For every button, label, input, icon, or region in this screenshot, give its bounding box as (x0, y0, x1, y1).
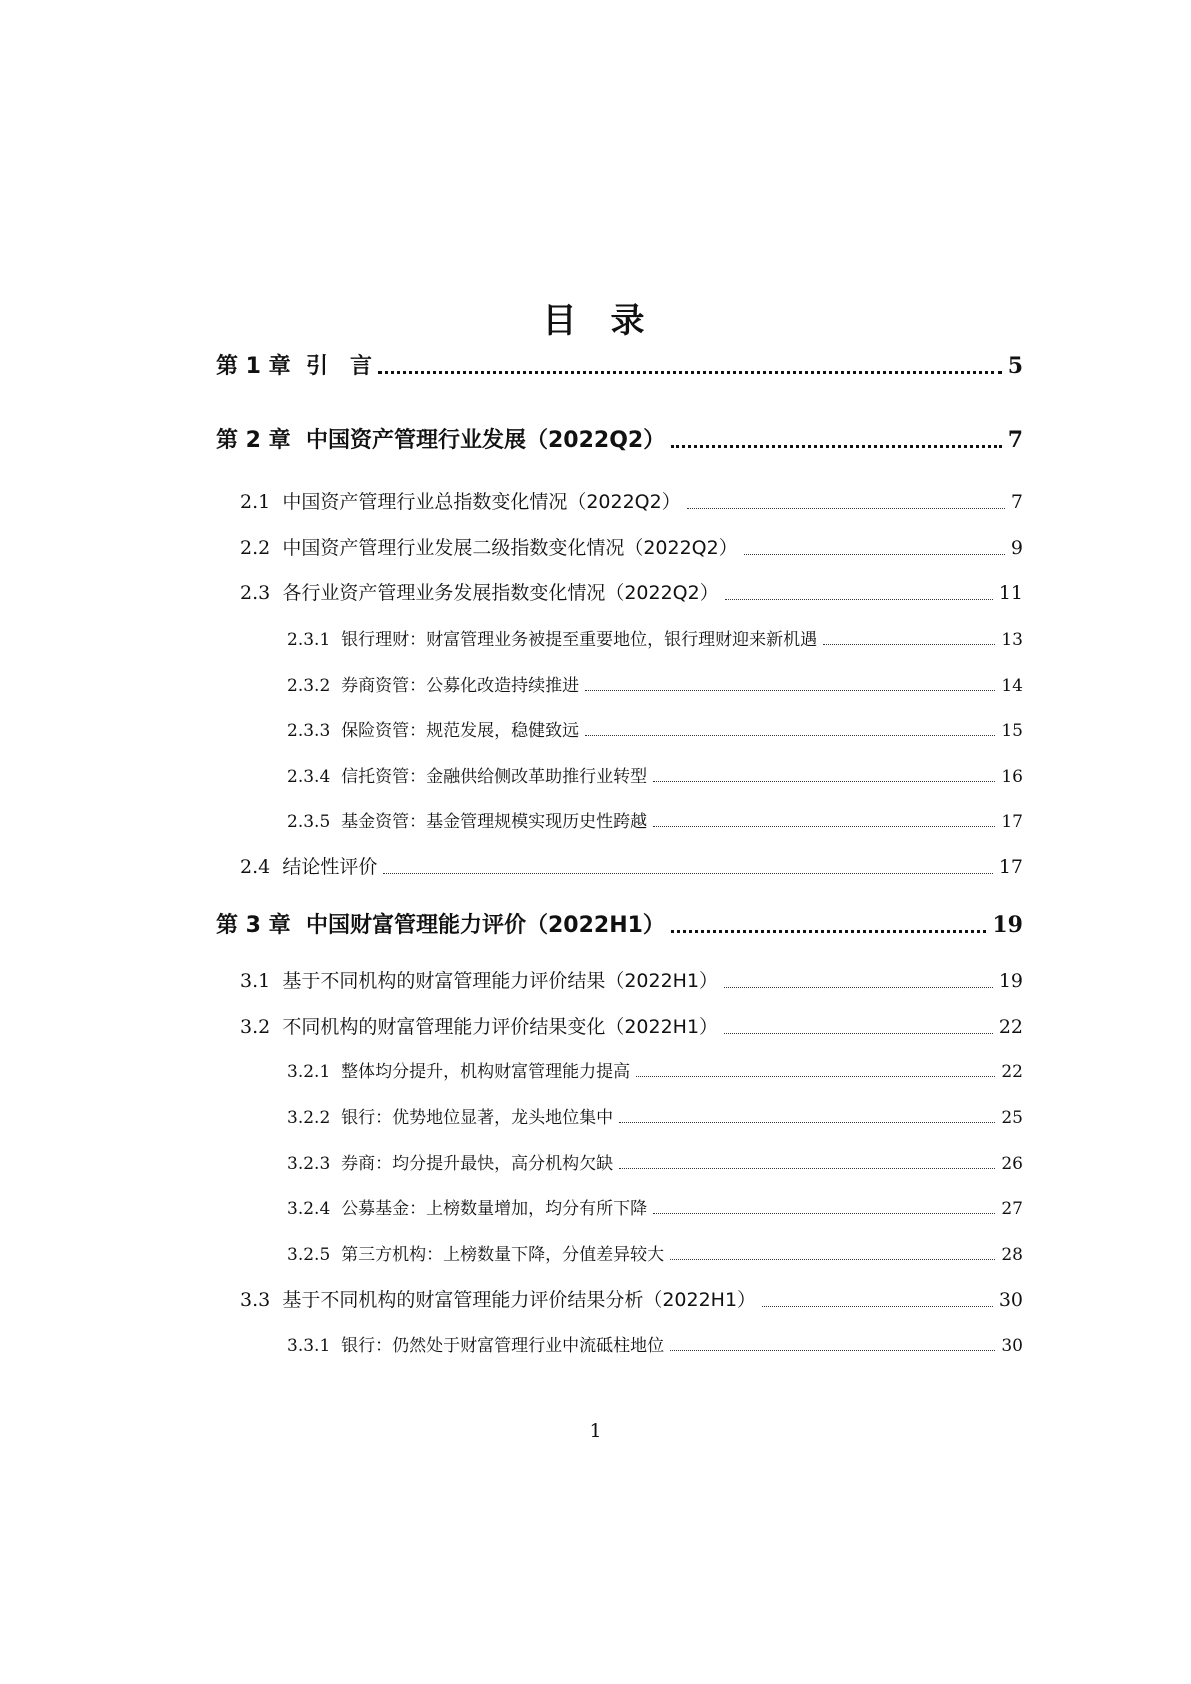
toc-entry-2-3-4[interactable] (287, 762, 1023, 787)
dot-leader (585, 735, 995, 736)
toc-entry-page: 17 (1001, 812, 1023, 832)
toc-entry-2-3-5[interactable] (287, 807, 1023, 832)
toc-entry-label: 券商资管：公募化改造持续推进 (341, 676, 580, 696)
toc-entry-number: 3.1 (240, 970, 271, 992)
toc-entry-page: 30 (998, 1289, 1023, 1311)
toc-entry-label: 基于不同机构的财富管理能力评价结果（2022H1） (282, 970, 719, 992)
toc-entry-page: 7 (1007, 427, 1023, 453)
toc-entry-chapter-2[interactable] (216, 423, 1023, 454)
toc-entry-number: 3.2.5 (287, 1245, 331, 1265)
toc-entry-number: 3.2.4 (287, 1199, 331, 1219)
toc-title-char-2: 录 (610, 301, 649, 341)
toc-entry-number: 3.2.1 (287, 1062, 331, 1082)
toc-entry-2-3[interactable] (240, 578, 1023, 605)
dot-leader (671, 930, 986, 933)
toc-entry-number: 3.3.1 (287, 1336, 331, 1356)
dot-leader (653, 1213, 995, 1214)
toc-entry-page: 11 (998, 582, 1023, 604)
toc-entry-label: 中国资产管理行业发展（2022Q2） (305, 428, 666, 453)
toc-entry-page: 13 (1001, 630, 1023, 650)
toc-entry-2-3-2[interactable] (287, 671, 1023, 696)
toc-entry-3-1[interactable] (240, 966, 1023, 993)
toc-entry-page: 22 (1001, 1062, 1023, 1082)
toc-entry-2-1[interactable] (240, 487, 1023, 514)
toc-entry-3-2[interactable] (240, 1012, 1023, 1039)
dot-leader (823, 644, 995, 645)
toc-entry-label: 中国资产管理行业总指数变化情况（2022Q2） (282, 491, 681, 513)
dot-leader (619, 1168, 995, 1169)
toc-entry-page: 22 (998, 1016, 1023, 1038)
toc-entry-number: 3.2.3 (287, 1154, 331, 1174)
toc-entry-page: 5 (1007, 353, 1023, 379)
toc-entry-number: 2.4 (240, 856, 271, 878)
dot-leader (670, 1259, 995, 1260)
toc-entry-page: 16 (1001, 767, 1023, 787)
toc-entry-page: 7 (1010, 491, 1023, 513)
dot-leader (671, 445, 1001, 448)
toc-entry-page: 9 (1010, 537, 1023, 559)
dot-leader (585, 690, 995, 691)
toc-entry-number: 3.2 (240, 1016, 271, 1038)
toc-entry-label: 信托资管：金融供给侧改革助推行业转型 (341, 767, 648, 787)
toc-entry-3-3[interactable] (240, 1285, 1023, 1312)
toc-entry-label: 公募基金：上榜数量增加，均分有所下降 (341, 1199, 648, 1219)
toc-entry-number: 2.2 (240, 537, 271, 559)
toc-entry-3-2-5[interactable] (287, 1240, 1023, 1265)
toc-entry-number: 第 1 章 (216, 354, 291, 379)
dot-leader (619, 1122, 995, 1123)
toc-entry-label: 整体均分提升，机构财富管理能力提高 (341, 1062, 631, 1082)
page-number: 1 (589, 1420, 602, 1442)
dot-leader (725, 599, 993, 600)
toc-entry-2-2[interactable] (240, 533, 1023, 560)
toc-entry-3-2-3[interactable] (287, 1149, 1023, 1174)
toc-entry-3-2-4[interactable] (287, 1194, 1023, 1219)
toc-entry-page: 15 (1001, 721, 1023, 741)
toc-entry-label: 银行理财：财富管理业务被提至重要地位，银行理财迎来新机遇 (341, 630, 818, 650)
dot-leader (762, 1306, 993, 1307)
toc-entry-number: 2.3.3 (287, 721, 331, 741)
dot-leader (687, 508, 1005, 509)
toc-entry-3-2-1[interactable] (287, 1057, 1023, 1082)
toc-entry-chapter-3[interactable] (216, 908, 1023, 939)
toc-entry-label: 中国资产管理行业发展二级指数变化情况（2022Q2） (282, 537, 738, 559)
toc-entry-page: 28 (1001, 1245, 1023, 1265)
toc-entry-number: 2.1 (240, 491, 271, 513)
toc-entry-label: 引 言 (305, 354, 372, 379)
toc-entry-label: 不同机构的财富管理能力评价结果变化（2022H1） (282, 1016, 719, 1038)
toc-entry-3-3-1[interactable] (287, 1331, 1023, 1356)
dot-leader (383, 873, 992, 874)
toc-entry-label: 券商：均分提升最快，高分机构欠缺 (341, 1154, 614, 1174)
toc-entry-label: 银行：仍然处于财富管理行业中流砥柱地位 (341, 1336, 665, 1356)
toc-title (0, 293, 1191, 342)
toc-entry-number: 第 3 章 (216, 913, 291, 938)
dot-leader (378, 371, 1002, 374)
toc-entry-label: 银行：优势地位显著，龙头地位集中 (341, 1108, 614, 1128)
toc-entry-number: 2.3.4 (287, 767, 331, 787)
dot-leader (670, 1350, 995, 1351)
toc-entry-label: 中国财富管理能力评价（2022H1） (305, 913, 665, 938)
toc-entry-label: 基于不同机构的财富管理能力评价结果分析（2022H1） (282, 1289, 757, 1311)
dot-leader (653, 781, 995, 782)
toc-entry-label: 第三方机构：上榜数量下降，分值差异较大 (341, 1245, 665, 1265)
toc-entry-label: 各行业资产管理业务发展指数变化情况（2022Q2） (282, 582, 719, 604)
toc-entry-page: 17 (998, 856, 1023, 878)
toc-entry-page: 19 (998, 970, 1023, 992)
toc-entry-label: 结论性评价 (282, 856, 378, 878)
dot-leader (724, 987, 993, 988)
toc-entry-label: 基金资管：基金管理规模实现历史性跨越 (341, 812, 648, 832)
toc-entry-number: 2.3.2 (287, 676, 331, 696)
toc-entry-chapter-1[interactable] (216, 349, 1023, 380)
toc-entry-number: 3.2.2 (287, 1108, 331, 1128)
toc-entry-page: 19 (992, 912, 1023, 938)
toc-entry-page: 14 (1001, 676, 1023, 696)
toc-entry-page: 25 (1001, 1108, 1023, 1128)
toc-entry-page: 30 (1001, 1336, 1023, 1356)
toc-entry-number: 3.3 (240, 1289, 271, 1311)
dot-leader (724, 1033, 993, 1034)
toc-entry-number: 2.3.5 (287, 812, 331, 832)
toc-title-char-1: 目 (542, 301, 581, 341)
dot-leader (744, 554, 1005, 555)
toc-entry-number: 第 2 章 (216, 428, 291, 453)
toc-entry-3-2-2[interactable] (287, 1103, 1023, 1128)
dot-leader (653, 826, 995, 827)
toc-entry-page: 27 (1001, 1199, 1023, 1219)
toc-entry-label: 保险资管：规范发展，稳健致远 (341, 721, 580, 741)
toc-entry-2-3-1[interactable] (287, 625, 1023, 650)
toc-entry-2-3-3[interactable] (287, 716, 1023, 741)
toc-entry-2-4[interactable] (240, 852, 1023, 879)
toc-entry-number: 2.3 (240, 582, 271, 604)
toc-entry-number: 2.3.1 (287, 630, 331, 650)
dot-leader (636, 1076, 995, 1077)
toc-entry-page: 26 (1001, 1154, 1023, 1174)
